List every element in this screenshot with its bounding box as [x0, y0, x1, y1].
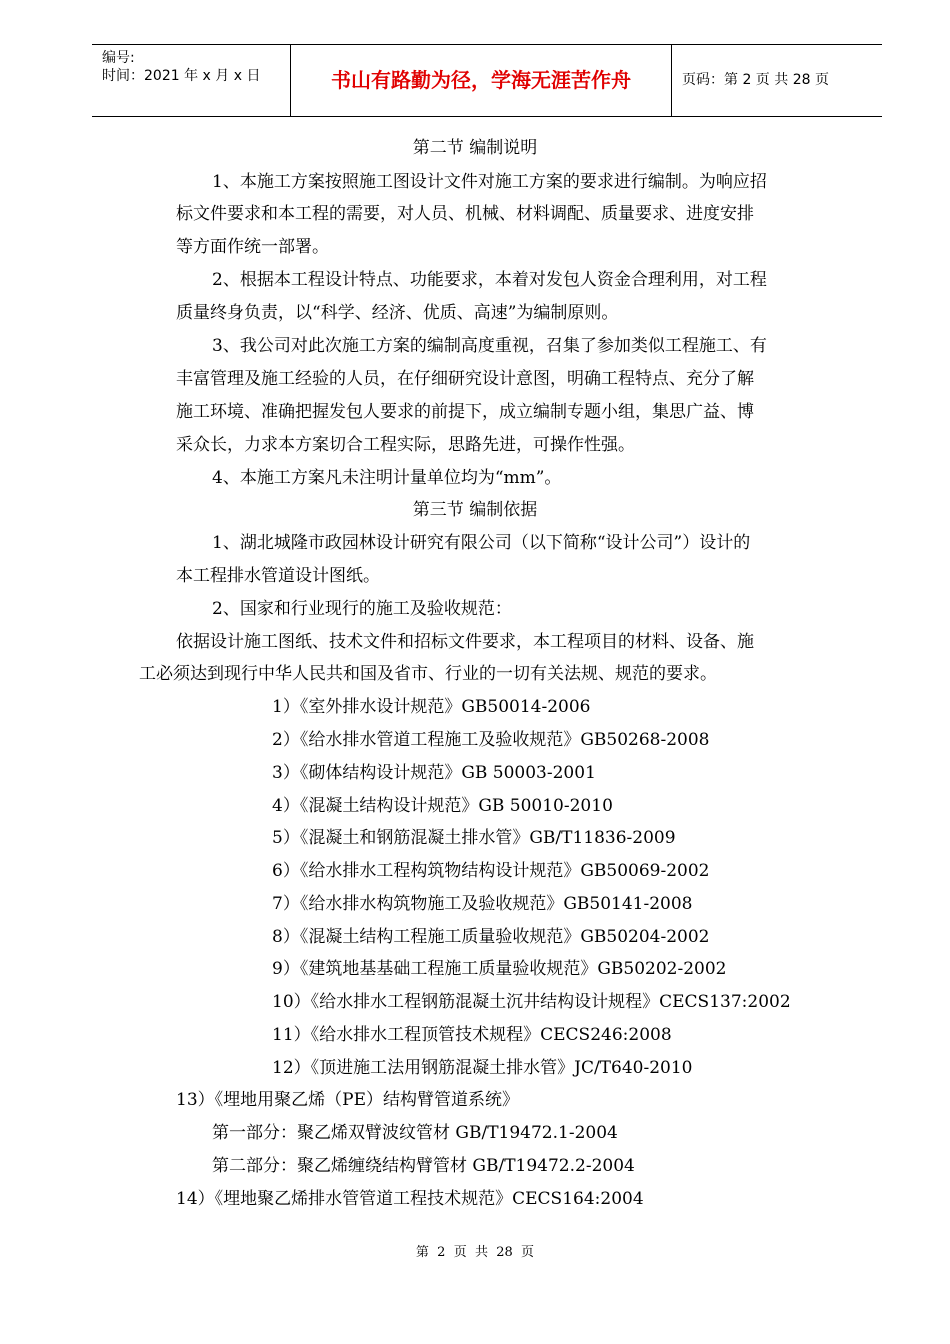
page-footer: 第 2 页 共 28 页: [415, 1245, 535, 1260]
standard-item: 7）《给水排水构筑物施工及验收规范》GB50141-2008: [272, 894, 693, 914]
standard-item: 10）《给水排水工程钢筋混凝土沉井结构设计规程》CECS137:2002: [272, 992, 791, 1012]
body-line: 2、根据本工程设计特点、功能要求，本着对发包人资金合理利用，对工程: [212, 270, 767, 290]
standard-subitem: 第一部分：聚乙烯双臂波纹管材 GB/T19472.1-2004: [212, 1123, 618, 1143]
body-line: 依据设计施工图纸、技术文件和招标文件要求，本工程项目的材料、设备、施: [176, 632, 754, 652]
standard-item: 12）《顶进施工法用钢筋混凝土排水管》JC/T640-2010: [272, 1058, 693, 1078]
body-line: 1、湖北城隆市政园林设计研究有限公司（以下简称“设计公司”）设计的: [212, 533, 751, 553]
body-line: 等方面作统一部署。: [176, 237, 329, 257]
body-line: 本工程排水管道设计图纸。: [176, 566, 380, 586]
standard-item: 9）《建筑地基基础工程施工质量验收规范》GB50202-2002: [272, 959, 727, 979]
body-line: 质量终身负责，以“科学、经济、优质、高速”为编制原则。: [176, 303, 619, 323]
header-motto-cell: [290, 45, 672, 116]
standard-item: 11）《给水排水工程顶管技术规程》CECS246:2008: [272, 1025, 672, 1045]
standard-item: 14）《埋地聚乙烯排水管管道工程技术规范》CECS164:2004: [176, 1189, 644, 1209]
header-page-cell: [670, 45, 882, 116]
body-line: 采众长，力求本方案切合工程实际，思路先进，可操作性强。: [176, 435, 635, 455]
header-meta-cell: [92, 45, 290, 116]
body-line: 3、我公司对此次施工方案的编制高度重视，召集了参加类似工程施工、有: [212, 336, 767, 356]
standard-item: 6）《给水排水工程构筑物结构设计规范》GB50069-2002: [272, 861, 710, 881]
serial-label: 编号:: [102, 50, 135, 66]
motto-text: 书山有路勤为径，学海无涯苦作舟: [331, 68, 631, 92]
body-line: 1、本施工方案按照施工图设计文件对施工方案的要求进行编制。为响应招: [212, 172, 767, 192]
standard-item: 1）《室外排水设计规范》GB50014-2006: [272, 697, 591, 717]
body-line: 工必须达到现行中华人民共和国及省市、行业的一切有关法规、规范的要求。: [139, 664, 717, 684]
standard-item: 3）《砌体结构设计规范》GB 50003-2001: [272, 763, 596, 783]
section2-title: 第二节 编制说明: [412, 138, 538, 158]
body-line: 2、国家和行业现行的施工及验收规范：: [212, 599, 512, 619]
time-label: 时间：2021 年 x 月 x 日: [102, 68, 261, 84]
standard-item: 4）《混凝土结构设计规范》GB 50010-2010: [272, 796, 613, 816]
body-line: 4、本施工方案凡未注明计量单位均为“mm”。: [212, 468, 562, 488]
section3-title: 第三节 编制依据: [412, 500, 538, 520]
page-info: 页码：第 2 页 共 28 页: [682, 72, 829, 88]
standard-subitem: 第二部分：聚乙烯缠绕结构臂管材 GB/T19472.2-2004: [212, 1156, 635, 1176]
standard-item: 5）《混凝土和钢筋混凝土排水管》GB/T11836-2009: [272, 828, 676, 848]
standard-item: 2）《给水排水管道工程施工及验收规范》GB50268-2008: [272, 730, 710, 750]
standard-item: 13）《埋地用聚乙烯（PE）结构臂管道系统》: [176, 1090, 519, 1110]
body-line: 标文件要求和本工程的需要，对人员、机械、材料调配、质量要求、进度安排: [176, 204, 754, 224]
standard-item: 8）《混凝土结构工程施工质量验收规范》GB50204-2002: [272, 927, 710, 947]
body-line: 丰富管理及施工经验的人员，在仔细研究设计意图，明确工程特点、充分了解: [176, 369, 754, 389]
body-line: 施工环境、准确把握发包人要求的前提下，成立编制专题小组，集思广益、博: [176, 402, 754, 422]
page-header: [92, 44, 882, 117]
